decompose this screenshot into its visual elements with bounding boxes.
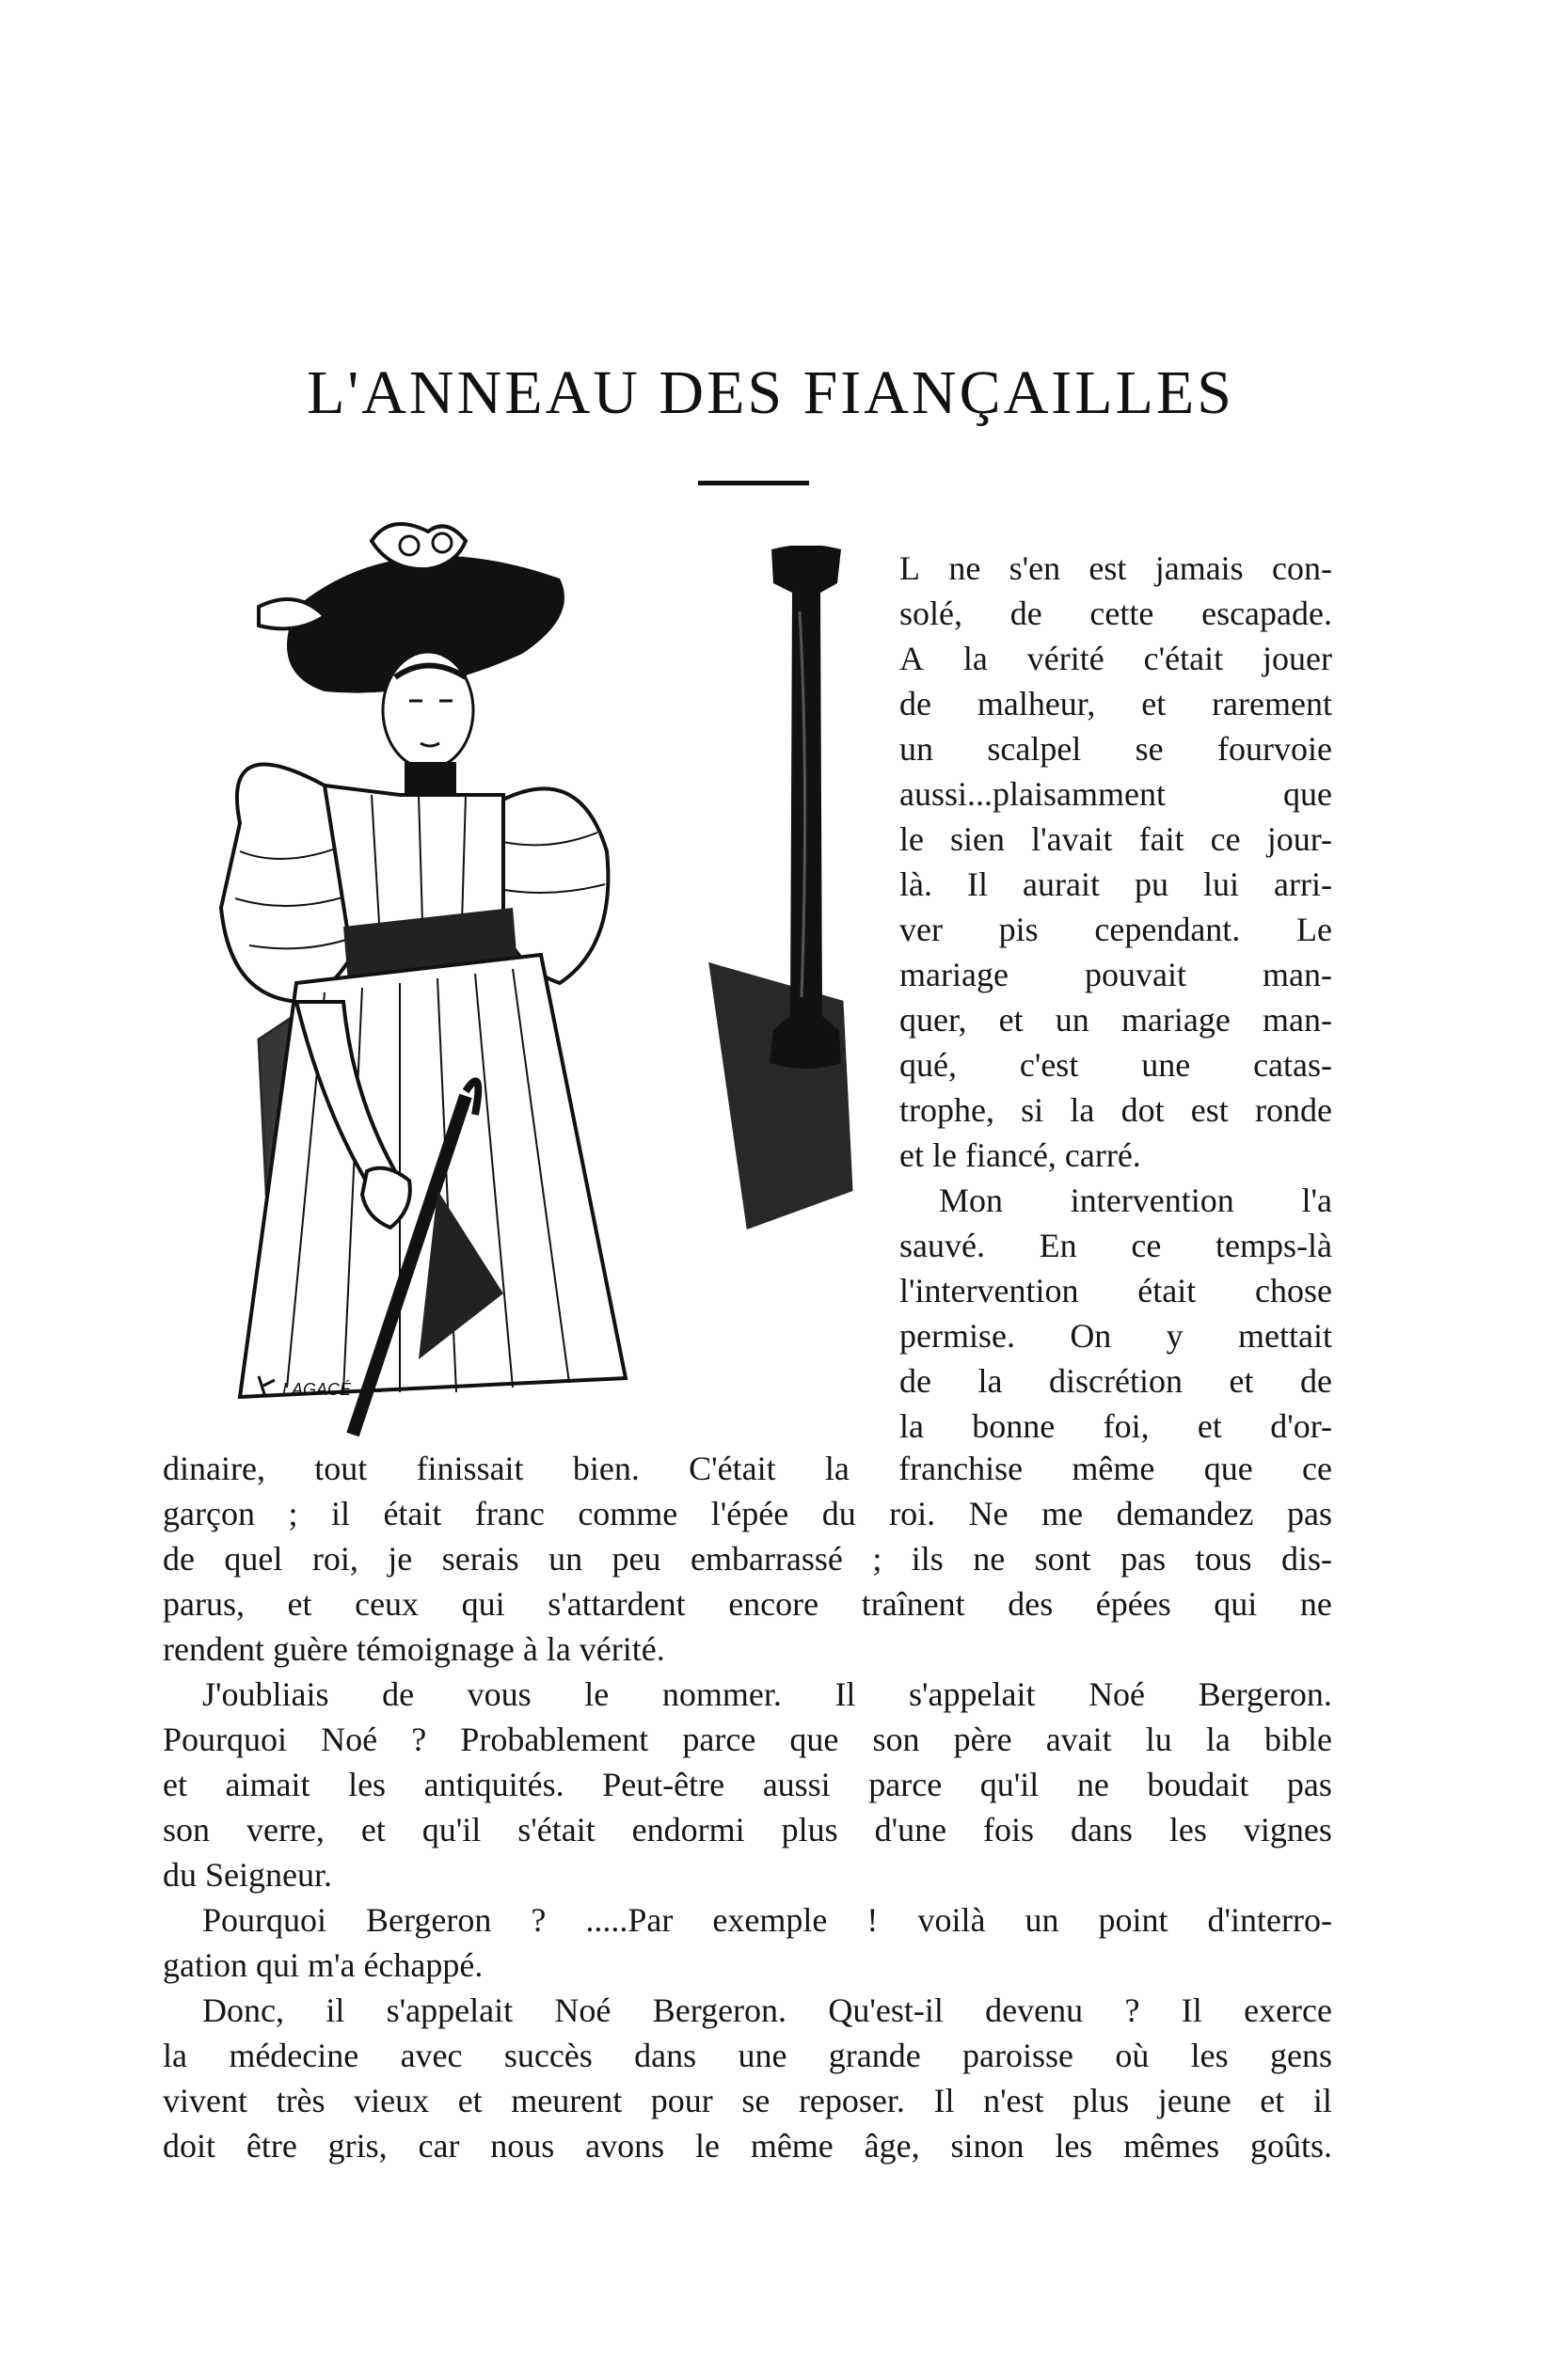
wide-column-line: rendent guère témoignage à la vérité. [163, 1630, 665, 1668]
chapter-title: L'ANNEAU DES FIANÇAILLES [307, 358, 1234, 427]
wide-column-line: Donc, il s'appelait Noé Bergeron. Qu'est-il devenu ? Il exerce [202, 1991, 1332, 2029]
wide-column-line: la médecine avec succès dans une grande paroisse où les gens [163, 2037, 1332, 2074]
narrow-column-line: sauvé. En ce temps-là [899, 1227, 1332, 1264]
wide-column-line: du Seigneur. [163, 1856, 332, 1894]
wide-column-line: J'oubliais de vous le nommer. Il s'appelait Noé Bergeron. [202, 1675, 1332, 1713]
wide-column-line: parus, et ceux qui s'attardent encore traînent des épées qui ne [163, 1585, 1332, 1623]
narrow-column-line: un scalpel se fourvoie [899, 730, 1332, 768]
narrow-column-line: Mon intervention l'a [939, 1182, 1332, 1219]
wide-column-line: Pourquoi Noé ? Probablement parce que son père avait lu la bible [163, 1721, 1332, 1758]
wide-column-line: gation qui m'a échappé. [163, 1946, 484, 1984]
narrow-column-line: permise. On y mettait [899, 1317, 1332, 1355]
wide-column-line: de quel roi, je serais un peu embarrassé ; ils ne sont pas tous dis- [163, 1540, 1332, 1578]
wide-column-line: dinaire, tout finissait bien. C'était la franchise même que ce [163, 1450, 1332, 1487]
wide-column-line: garçon ; il était franc comme l'épée du roi. Ne me demandez pas [163, 1495, 1332, 1532]
narrow-column-line: L ne s'en est jamais con- [899, 549, 1332, 587]
narrow-column-line: la bonne foi, et d'or- [899, 1407, 1332, 1445]
narrow-column-line: et le fiancé, carré. [899, 1136, 1141, 1174]
narrow-text-column [899, 546, 1332, 1449]
narrow-column-line: solé, de cette escapade. [899, 595, 1332, 632]
narrow-column-line: de malheur, et rarement [899, 685, 1332, 722]
narrow-column-line: le sien l'avait fait ce jour- [899, 820, 1332, 858]
narrow-column-line: aussi...plaisamment que [899, 775, 1332, 813]
wide-column-line: son verre, et qu'il s'était endormi plus d'une fois dans les vignes [163, 1811, 1332, 1848]
artist-signature [254, 1369, 386, 1406]
narrow-column-line: ver pis cependant. Le [899, 911, 1332, 948]
svg-text:LAGACÉ: LAGACÉ [282, 1380, 352, 1399]
wide-column-line: Pourquoi Bergeron ? .....Par exemple ! voilà un point d'interro- [202, 1901, 1332, 1939]
narrow-column-line: de la discrétion et de [899, 1362, 1332, 1400]
narrow-column-line: qué, c'est une catas- [899, 1046, 1332, 1084]
narrow-column-line: trophe, si la dot est ronde [899, 1091, 1332, 1129]
narrow-column-line: A la vérité c'était jouer [899, 640, 1332, 677]
title-rule [698, 481, 809, 485]
wide-column-line: vivent très vieux et meurent pour se reposer. Il n'est plus jeune et il [163, 2082, 1332, 2119]
wide-text-column [163, 1446, 1332, 2168]
narrow-column-line: mariage pouvait man- [899, 956, 1332, 993]
wide-column-line: et aimait les antiquités. Peut-être aussi parce qu'il ne boudait pas [163, 1766, 1332, 1803]
narrow-column-line: là. Il aurait pu lui arri- [899, 865, 1332, 903]
narrow-column-line: l'intervention était chose [899, 1272, 1332, 1309]
narrow-column-line: quer, et un mariage man- [899, 1001, 1332, 1039]
drop-cap-letter [764, 546, 849, 1072]
wide-column-line: doit être gris, car nous avons le même âge, sinon les mêmes goûts. [163, 2127, 1332, 2165]
